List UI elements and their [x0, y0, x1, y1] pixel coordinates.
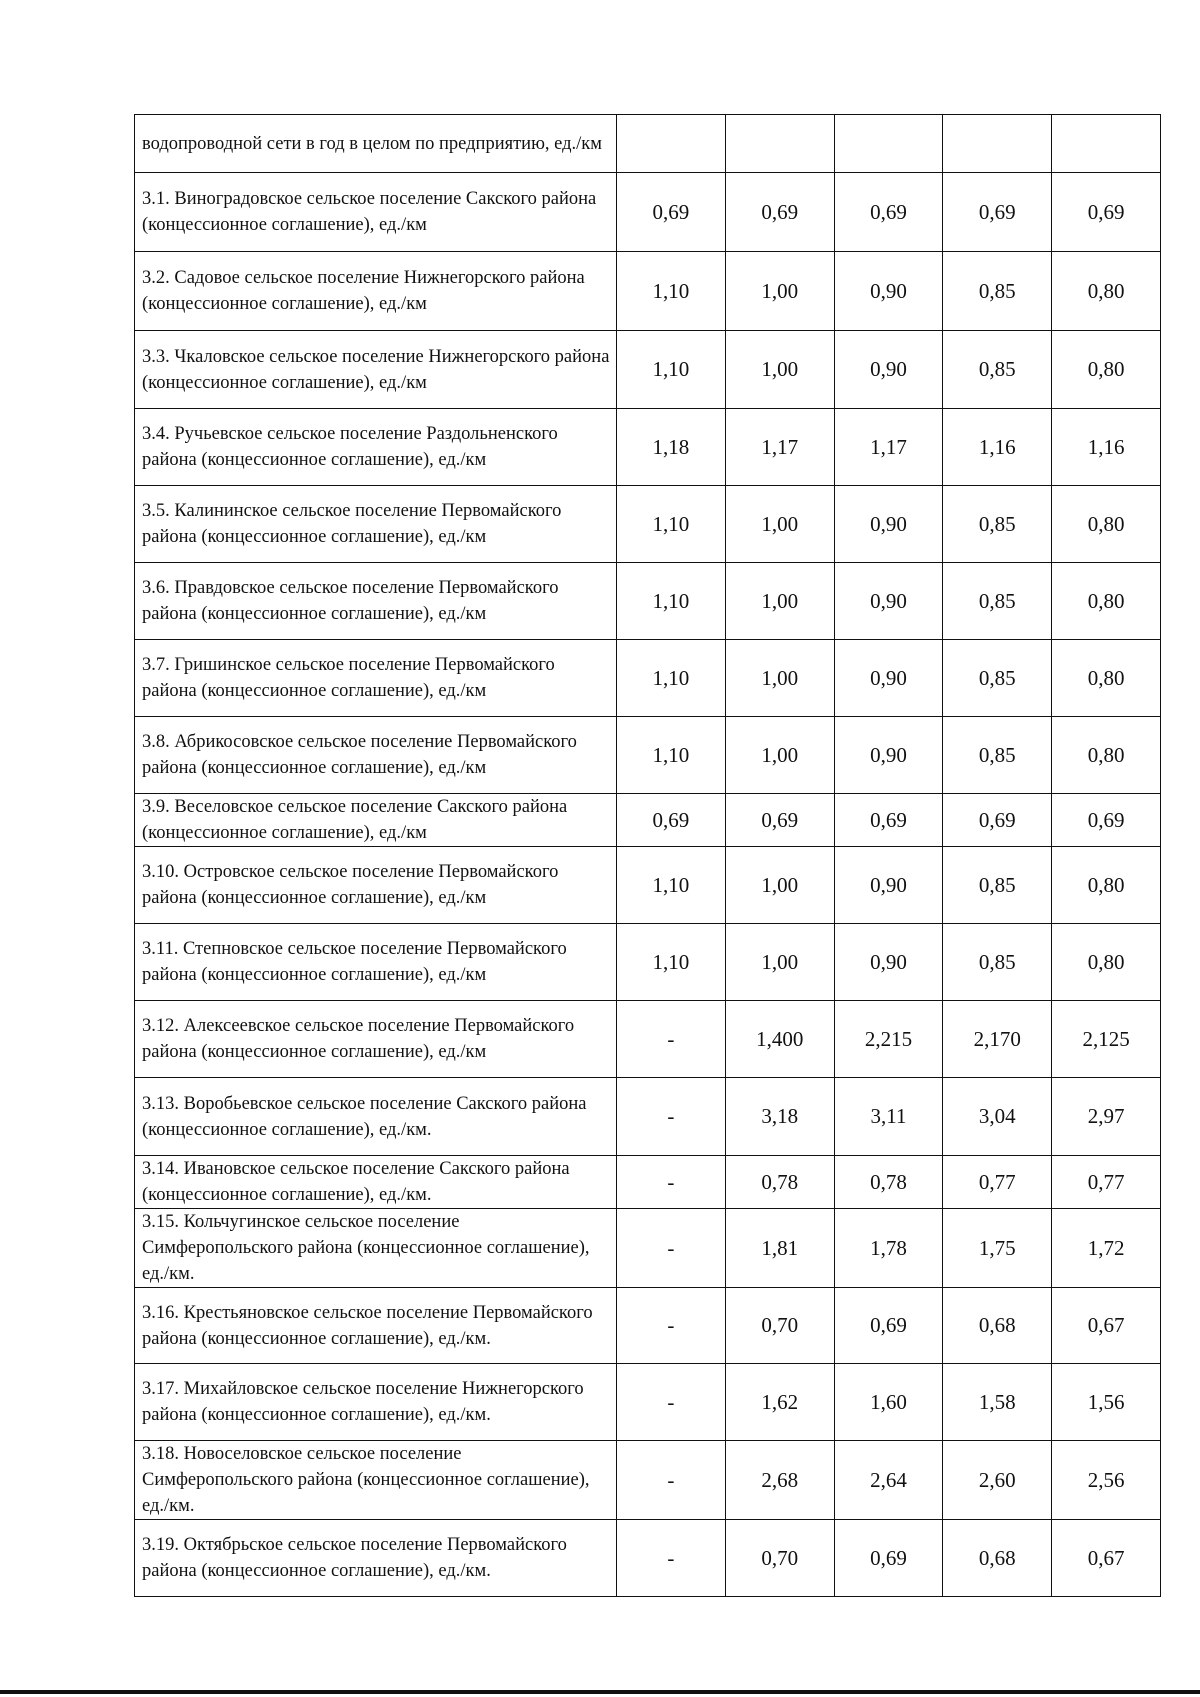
table-row: [135, 1520, 1161, 1597]
value-cell: 0,69: [725, 794, 834, 847]
table-body: [135, 115, 1161, 1597]
value-cell: 0,80: [1052, 252, 1161, 331]
value-cell: 1,10: [617, 486, 726, 563]
value-cell: 0,69: [834, 173, 943, 252]
value-cell: 2,64: [834, 1441, 943, 1520]
value-cell: 0,90: [834, 847, 943, 924]
table-row: [135, 640, 1161, 717]
value-cell: 0,78: [834, 1156, 943, 1209]
value-cell: 1,17: [834, 409, 943, 486]
value-cell: 3,18: [725, 1078, 834, 1156]
value-cell: 1,10: [617, 924, 726, 1001]
table-row: [135, 1288, 1161, 1364]
value-cell: 1,00: [725, 847, 834, 924]
row-label: 3.4. Ручьевское сельское поселение Раздольненского района (концессионное соглашение), ед./км: [135, 409, 617, 486]
value-cell: 0,80: [1052, 486, 1161, 563]
value-cell: 0,68: [943, 1520, 1052, 1597]
value-cell: 1,16: [1052, 409, 1161, 486]
value-cell: 2,56: [1052, 1441, 1161, 1520]
value-cell: 1,00: [725, 640, 834, 717]
value-cell: 0,85: [943, 640, 1052, 717]
table-row: [135, 1001, 1161, 1078]
value-cell: [1052, 115, 1161, 173]
value-cell: 1,75: [943, 1209, 1052, 1288]
value-cell: 1,10: [617, 252, 726, 331]
value-cell: 1,400: [725, 1001, 834, 1078]
table-row: [135, 1209, 1161, 1288]
row-label: водопроводной сети в год в целом по предприятию, ед./км: [135, 115, 617, 173]
value-cell: 0,80: [1052, 924, 1161, 1001]
row-label: 3.16. Крестьяновское сельское поселение Первомайского района (концессионное соглашение), ед./км.: [135, 1288, 617, 1364]
value-cell: 1,10: [617, 331, 726, 409]
value-cell: 0,70: [725, 1520, 834, 1597]
value-cell: 0,80: [1052, 847, 1161, 924]
value-cell: 1,10: [617, 847, 726, 924]
value-cell: 0,80: [1052, 717, 1161, 794]
row-label: 3.7. Гришинское сельское поселение Первомайского района (концессионное соглашение), ед./км: [135, 640, 617, 717]
value-cell: 2,97: [1052, 1078, 1161, 1156]
value-cell: 0,90: [834, 331, 943, 409]
table-row: [135, 252, 1161, 331]
value-cell: 0,69: [617, 794, 726, 847]
value-cell: 0,70: [725, 1288, 834, 1364]
value-cell: 0,90: [834, 924, 943, 1001]
value-cell: 1,10: [617, 563, 726, 640]
page-bottom-rule: [0, 1690, 1200, 1694]
value-cell: 0,85: [943, 252, 1052, 331]
row-label: 3.13. Воробьевское сельское поселение Сакского района (концессионное соглашение), ед./км.: [135, 1078, 617, 1156]
value-cell: 2,170: [943, 1001, 1052, 1078]
value-cell: -: [617, 1209, 726, 1288]
value-cell: 0,69: [943, 794, 1052, 847]
value-cell: 1,00: [725, 252, 834, 331]
value-cell: [725, 115, 834, 173]
row-label: 3.5. Калининское сельское поселение Первомайского района (концессионное соглашение), ед./км: [135, 486, 617, 563]
indicators-table: [134, 114, 1161, 1597]
value-cell: 2,60: [943, 1441, 1052, 1520]
value-cell: 0,69: [834, 794, 943, 847]
row-label: 3.6. Правдовское сельское поселение Первомайского района (концессионное соглашение), ед./км: [135, 563, 617, 640]
value-cell: 0,69: [1052, 173, 1161, 252]
value-cell: 1,00: [725, 924, 834, 1001]
value-cell: 0,69: [834, 1288, 943, 1364]
row-label: 3.10. Островское сельское поселение Первомайского района (концессионное соглашение), ед./км: [135, 847, 617, 924]
value-cell: 1,10: [617, 717, 726, 794]
value-cell: 0,78: [725, 1156, 834, 1209]
row-label: 3.11. Степновское сельское поселение Первомайского района (концессионное соглашение), ед./км: [135, 924, 617, 1001]
value-cell: 1,00: [725, 563, 834, 640]
table-row: [135, 794, 1161, 847]
table-row: [135, 563, 1161, 640]
value-cell: 0,69: [1052, 794, 1161, 847]
row-label: 3.15. Кольчугинское сельское поселение Симферопольского района (концессионное соглашение), ед./км.: [135, 1209, 617, 1288]
value-cell: 0,77: [943, 1156, 1052, 1209]
value-cell: 1,16: [943, 409, 1052, 486]
value-cell: 1,00: [725, 486, 834, 563]
table-row: [135, 847, 1161, 924]
value-cell: 3,04: [943, 1078, 1052, 1156]
value-cell: 2,215: [834, 1001, 943, 1078]
value-cell: 0,67: [1052, 1288, 1161, 1364]
value-cell: 0,69: [725, 173, 834, 252]
value-cell: 1,78: [834, 1209, 943, 1288]
table-row: [135, 1156, 1161, 1209]
table-row: [135, 409, 1161, 486]
value-cell: [617, 115, 726, 173]
value-cell: 1,72: [1052, 1209, 1161, 1288]
row-label: 3.17. Михайловское сельское поселение Нижнегорского района (концессионное соглашение), ед./км.: [135, 1364, 617, 1441]
value-cell: -: [617, 1520, 726, 1597]
value-cell: -: [617, 1156, 726, 1209]
value-cell: 0,77: [1052, 1156, 1161, 1209]
value-cell: 1,81: [725, 1209, 834, 1288]
table-row: [135, 173, 1161, 252]
value-cell: 0,80: [1052, 640, 1161, 717]
value-cell: 0,90: [834, 486, 943, 563]
table-row: [135, 924, 1161, 1001]
value-cell: 0,85: [943, 717, 1052, 794]
value-cell: 0,85: [943, 924, 1052, 1001]
value-cell: 1,60: [834, 1364, 943, 1441]
table-row: [135, 1364, 1161, 1441]
table-row: [135, 115, 1161, 173]
table-row: [135, 486, 1161, 563]
value-cell: 0,90: [834, 252, 943, 331]
value-cell: 0,85: [943, 486, 1052, 563]
value-cell: 0,80: [1052, 331, 1161, 409]
row-label: 3.19. Октябрьское сельское поселение Первомайского района (концессионное соглашение), ед./км.: [135, 1520, 617, 1597]
value-cell: 1,00: [725, 331, 834, 409]
value-cell: 1,58: [943, 1364, 1052, 1441]
value-cell: 0,90: [834, 717, 943, 794]
value-cell: [834, 115, 943, 173]
value-cell: 0,69: [617, 173, 726, 252]
value-cell: 3,11: [834, 1078, 943, 1156]
value-cell: 0,69: [943, 173, 1052, 252]
value-cell: 0,85: [943, 847, 1052, 924]
value-cell: 0,90: [834, 640, 943, 717]
value-cell: 0,80: [1052, 563, 1161, 640]
table-row: [135, 717, 1161, 794]
value-cell: 1,17: [725, 409, 834, 486]
value-cell: 1,00: [725, 717, 834, 794]
row-label: 3.8. Абрикосовское сельское поселение Первомайского района (концессионное соглашение), ед./км: [135, 717, 617, 794]
value-cell: 0,85: [943, 563, 1052, 640]
table-row: [135, 331, 1161, 409]
row-label: 3.12. Алексеевское сельское поселение Первомайского района (концессионное соглашение), ед./км: [135, 1001, 617, 1078]
value-cell: 0,69: [834, 1520, 943, 1597]
value-cell: 1,10: [617, 640, 726, 717]
row-label: 3.2. Садовое сельское поселение Нижнегорского района (концессионное соглашение), ед./км: [135, 252, 617, 331]
row-label: 3.9. Веселовское сельское поселение Сакского района (концессионное соглашение), ед./км: [135, 794, 617, 847]
value-cell: 1,62: [725, 1364, 834, 1441]
value-cell: [943, 115, 1052, 173]
row-label: 3.14. Ивановское сельское поселение Сакского района (концессионное соглашение), ед./км.: [135, 1156, 617, 1209]
table-row: [135, 1441, 1161, 1520]
row-label: 3.3. Чкаловское сельское поселение Нижнегорского района (концессионное соглашение), ед./км: [135, 331, 617, 409]
value-cell: -: [617, 1364, 726, 1441]
value-cell: 1,18: [617, 409, 726, 486]
table-row: [135, 1078, 1161, 1156]
value-cell: -: [617, 1288, 726, 1364]
value-cell: -: [617, 1441, 726, 1520]
value-cell: 0,90: [834, 563, 943, 640]
value-cell: -: [617, 1078, 726, 1156]
row-label: 3.1. Виноградовское сельское поселение Сакского района (концессионное соглашение), ед./км: [135, 173, 617, 252]
row-label: 3.18. Новоселовское сельское поселение Симферопольского района (концессионное соглашение), ед./км.: [135, 1441, 617, 1520]
value-cell: 0,68: [943, 1288, 1052, 1364]
value-cell: 2,125: [1052, 1001, 1161, 1078]
value-cell: 1,56: [1052, 1364, 1161, 1441]
value-cell: -: [617, 1001, 726, 1078]
value-cell: 0,67: [1052, 1520, 1161, 1597]
value-cell: 0,85: [943, 331, 1052, 409]
value-cell: 2,68: [725, 1441, 834, 1520]
